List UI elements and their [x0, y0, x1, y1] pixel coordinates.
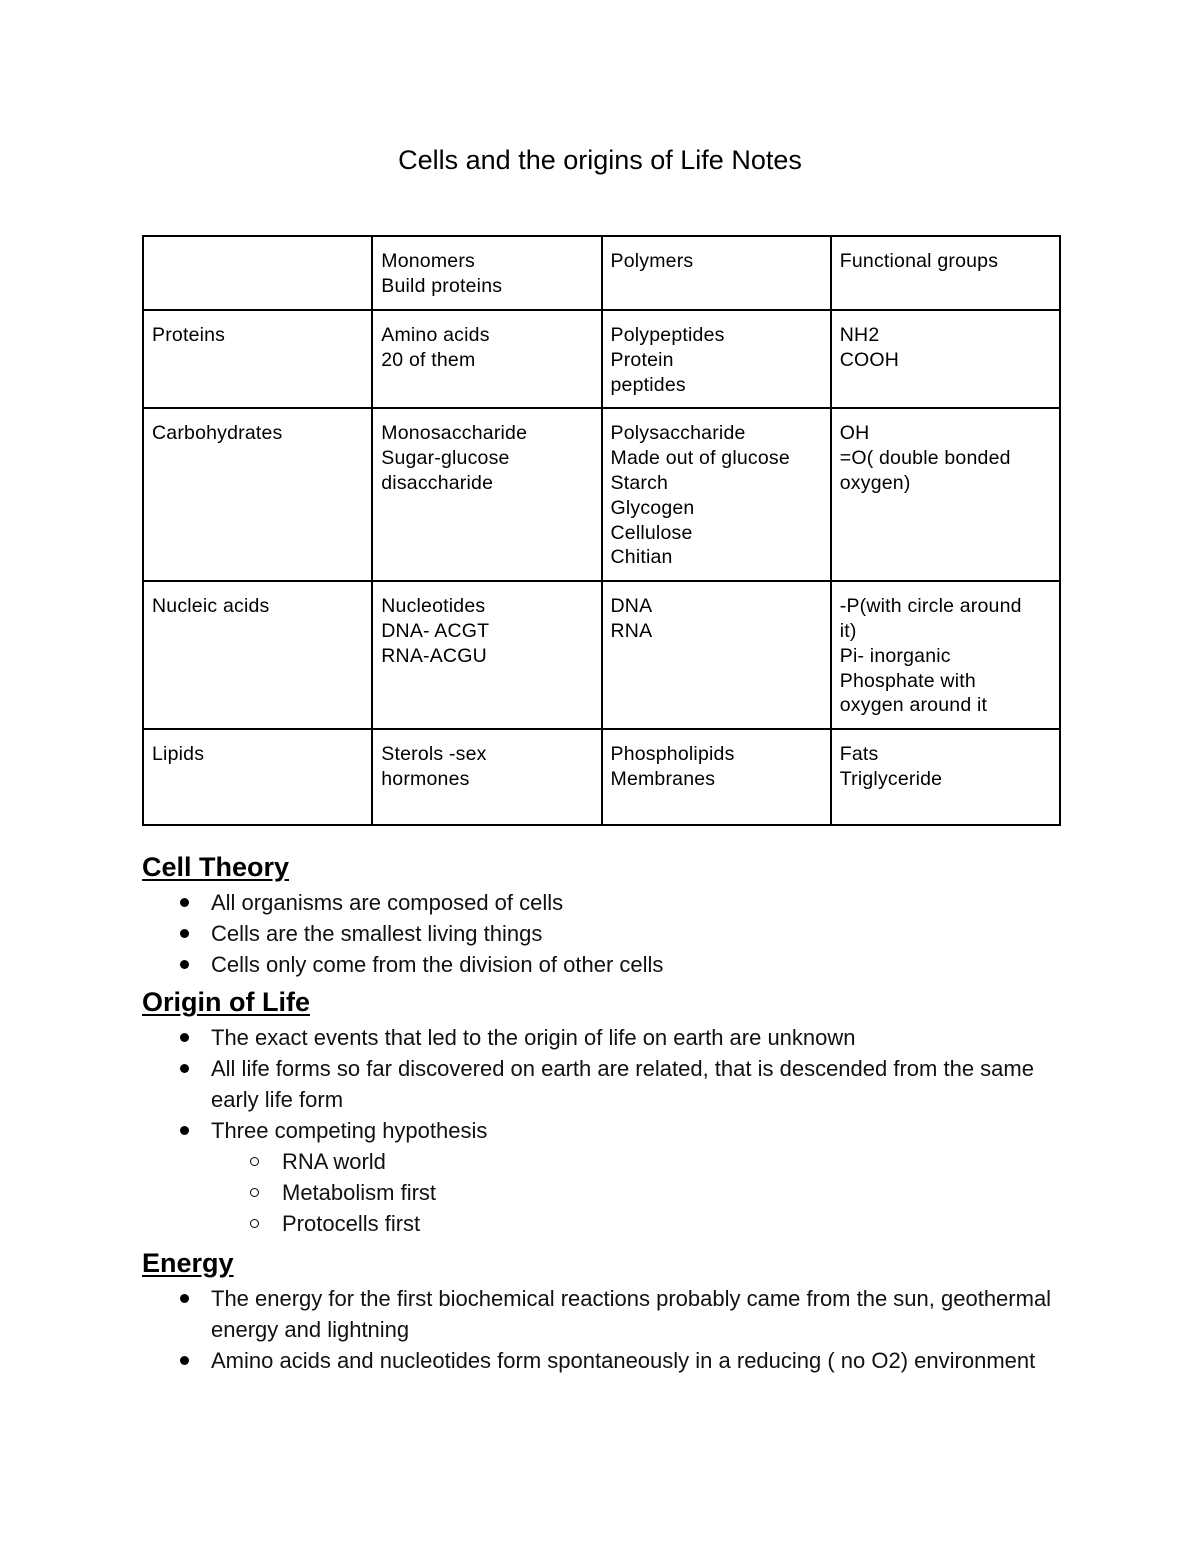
table-cell [143, 236, 372, 310]
table-cell [143, 310, 372, 408]
table-header-row [143, 236, 1060, 310]
sub-bullet-list [142, 1146, 1072, 1239]
cell-line: Protein [610, 348, 674, 371]
bullet-icon [180, 1294, 189, 1303]
cell-line: Lipids [152, 743, 205, 766]
cell-line: oxygen around it [839, 694, 988, 717]
list-item-text: The energy for the first biochemical reactions probably came from the sun, geothermal energy and lightning [211, 1286, 1052, 1342]
section-heading: Energy [142, 1248, 234, 1278]
table-cell [602, 408, 831, 581]
sub-list-item-text: RNA world [282, 1149, 386, 1174]
cell-line: Phospholipids [610, 743, 735, 766]
table-cell [143, 581, 372, 729]
list-item-text: Three competing hypothesis [211, 1118, 488, 1143]
table-cell [602, 310, 831, 408]
list-item [142, 887, 1072, 918]
cell-line: RNA [610, 619, 653, 642]
cell-line: NH2 [839, 324, 880, 346]
table-cell [143, 408, 372, 581]
cell-line: Sterols -sex [381, 743, 487, 766]
cell-line: Amino acids [381, 324, 490, 346]
table-row [143, 581, 1060, 729]
list-item-text: Cells are the smallest living things [211, 921, 543, 946]
bullet-icon [180, 960, 189, 969]
cell-line: Cellulose [610, 521, 693, 544]
bullet-icon [180, 1064, 189, 1073]
table-cell [602, 236, 831, 310]
table-cell [831, 729, 1060, 825]
cell-line: peptides [610, 373, 686, 396]
list-item [142, 1053, 1072, 1115]
macromolecules-table [142, 235, 1061, 826]
cell-line: disaccharide [381, 471, 494, 494]
cell-line: 20 of them [381, 348, 476, 371]
table-cell [602, 729, 831, 825]
list-item [142, 949, 1072, 980]
cell-line: -P(with circle around [839, 595, 1022, 618]
table-cell [831, 581, 1060, 729]
cell-line: Functional groups [839, 250, 999, 272]
cell-line: Starch [610, 471, 669, 494]
bullet-list [142, 887, 1072, 980]
sub-list-item-text: Protocells first [282, 1211, 421, 1236]
cell-line: Sugar-glucose [381, 447, 510, 470]
cell-line: Membranes [610, 767, 716, 790]
sub-list-item [142, 1208, 1072, 1239]
section-heading: Origin of Life [142, 987, 310, 1017]
cell-line: OH [839, 422, 870, 445]
bullet-list [142, 1283, 1072, 1376]
hollow-bullet-icon [250, 1219, 259, 1228]
list-item [142, 1022, 1072, 1053]
list-item [142, 1283, 1072, 1345]
sub-list-item [142, 1146, 1072, 1177]
table-cell [372, 581, 601, 729]
bullet-icon [180, 1033, 189, 1042]
list-item [142, 918, 1072, 949]
list-item-text: The exact events that led to the origin of life on earth are unknown [211, 1025, 856, 1050]
table-cell [831, 408, 1060, 581]
table-cell [831, 310, 1060, 408]
bullet-icon [180, 898, 189, 907]
cell-line: Triglyceride [839, 767, 943, 790]
cell-line: COOH [839, 348, 900, 371]
sub-list-item-text: Metabolism first [282, 1180, 437, 1205]
section-heading: Cell Theory [142, 852, 290, 882]
cell-line: Nucleotides [381, 595, 486, 618]
table-cell [831, 236, 1060, 310]
table-cell [372, 408, 601, 581]
cell-line: Polymers [610, 250, 694, 272]
bullet-icon [180, 1126, 189, 1135]
cell-line: DNA- ACGT [381, 619, 490, 642]
cell-line: hormones [381, 767, 470, 790]
cell-line: Nucleic acids [152, 595, 270, 618]
cell-line: RNA-ACGU [381, 644, 487, 667]
cell-line: Chitian [610, 546, 673, 569]
list-item-text: All organisms are composed of cells [211, 890, 564, 915]
notes-sections [142, 847, 1072, 1376]
cell-line: =O( double bonded [839, 447, 1011, 470]
cell-line: Monomers [381, 250, 475, 272]
cell-line: Glycogen [610, 496, 695, 519]
cell-line: Carbohydrates [152, 422, 283, 445]
document-title: Cells and the origins of Life Notes [398, 145, 802, 175]
cell-line: Monosaccharide [381, 422, 528, 445]
table-cell [372, 310, 601, 408]
table-row [143, 729, 1060, 825]
cell-line: Phosphate with [839, 669, 976, 692]
sub-list-item [142, 1177, 1072, 1208]
table-cell [372, 236, 601, 310]
cell-line: Polypeptides [610, 324, 725, 346]
table-cell [602, 581, 831, 729]
cell-line: Polysaccharide [610, 422, 746, 445]
list-item-text: All life forms so far discovered on earth are related, that is descended from the same early life form [211, 1056, 1034, 1112]
bullet-icon [180, 1356, 189, 1365]
hollow-bullet-icon [250, 1188, 259, 1197]
cell-line: Proteins [152, 324, 226, 346]
list-item-text: Amino acids and nucleotides form spontaneously in a reducing ( no O2) environment [211, 1348, 1036, 1373]
list-item-text: Cells only come from the division of other cells [211, 952, 664, 977]
table-row [143, 310, 1060, 408]
table-cell [143, 729, 372, 825]
cell-line: Made out of glucose [610, 447, 790, 470]
bullet-icon [180, 929, 189, 938]
table-row [143, 408, 1060, 581]
cell-line: Pi- inorganic [839, 644, 951, 667]
list-item [142, 1345, 1072, 1376]
table-cell [372, 729, 601, 825]
bullet-list [142, 1022, 1072, 1239]
cell-line: Fats [839, 743, 879, 766]
list-item [142, 1115, 1072, 1146]
hollow-bullet-icon [250, 1157, 259, 1166]
cell-line: DNA [610, 595, 653, 618]
cell-line: Build proteins [381, 274, 503, 297]
cell-line: it) [839, 619, 857, 642]
cell-line: oxygen) [839, 471, 911, 494]
